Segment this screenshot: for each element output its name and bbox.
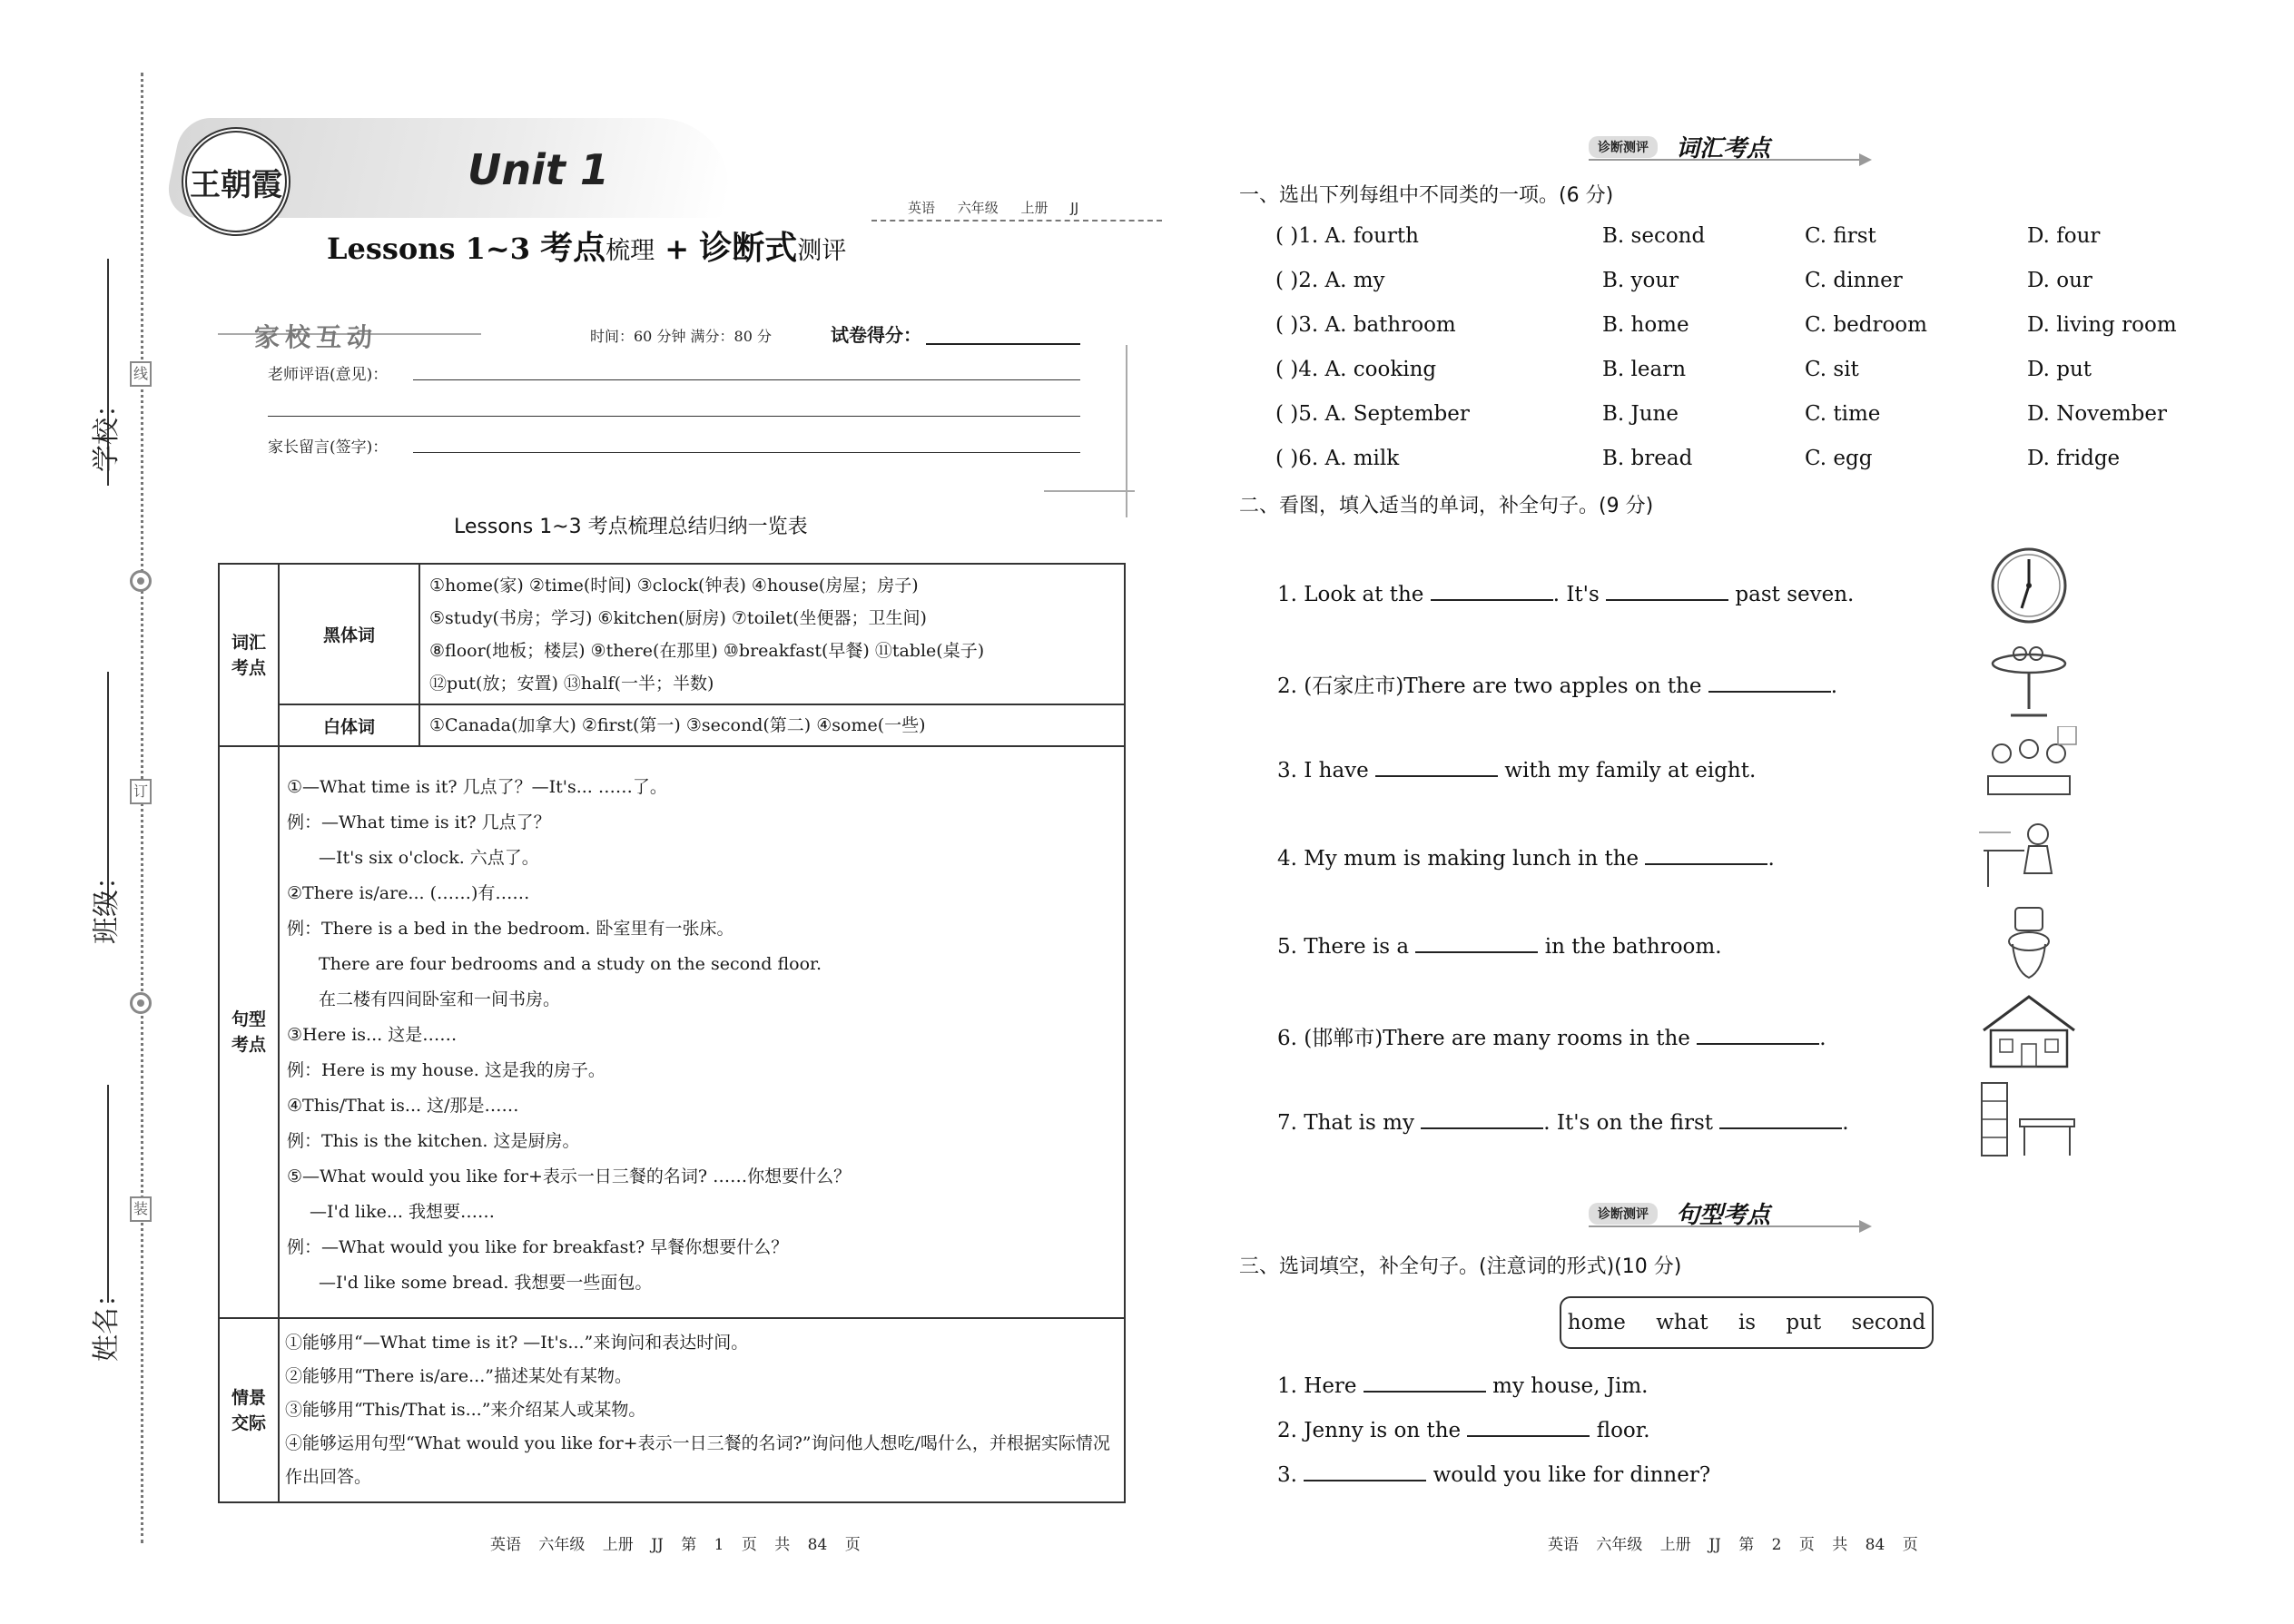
name-write-line — [107, 1085, 109, 1303]
lesson-title — [327, 222, 846, 269]
sentence-cell — [279, 746, 1125, 1318]
q1-option-b: B. June — [1602, 402, 1679, 426]
answer-blank[interactable] — [1697, 1025, 1819, 1045]
q3-sentence — [1277, 1462, 1710, 1487]
lesson-prefix: Lessons 1~3 — [327, 231, 530, 266]
q1-option-d: D. four — [2027, 224, 2101, 248]
sentence-line: —It's six o'clock. 六点了。 — [319, 847, 539, 868]
q2-sentence — [1277, 933, 1722, 959]
binding-dotted-line — [141, 73, 143, 1543]
answer-blank[interactable] — [1431, 581, 1553, 601]
q2-text: . — [1767, 847, 1775, 871]
q1-option-a: ( )4. A. cooking — [1275, 358, 1437, 381]
vocab-cat-2: 考点 — [231, 657, 266, 678]
q2-text: 3. I have — [1277, 759, 1376, 782]
q2-text: 6. (邯郸市)There are many rooms in the — [1277, 1027, 1698, 1050]
q2-sentence — [1277, 845, 1775, 871]
teacher-comment-line — [413, 379, 1080, 380]
q2-text: in the bathroom. — [1538, 935, 1722, 959]
comm-line: ①能够用“—What time is it? —It's...”来询问和表达时间。 — [285, 1333, 749, 1353]
q2-text: . — [1842, 1111, 1849, 1135]
q1-option-a: ( )6. A. milk — [1275, 447, 1400, 470]
vocab-cat-1: 词汇 — [231, 632, 266, 653]
q2-sentence — [1277, 1021, 1826, 1051]
q1-title: 一、选出下列每组中不同类的一项。(6 分) — [1239, 184, 1614, 207]
q3-title: 三、选词填空，补全句子。(注意词的形式)(10 分) — [1239, 1255, 1682, 1278]
vocab-category — [219, 564, 279, 746]
table-picture — [1974, 641, 2083, 723]
footer-left: 英语 六年级 上册 JJ 第 1 页 共 84 页 — [490, 1536, 861, 1554]
house-picture — [1974, 989, 2083, 1071]
bold-words-line: ⑤study(书房；学习) ⑥kitchen(厨房) ⑦toilet(坐便器；卫生间) — [429, 607, 927, 628]
bold-words-label: 黑体词 — [279, 564, 419, 704]
study-room-picture — [1974, 1078, 2083, 1160]
q2-text: . — [1819, 1027, 1826, 1050]
sentence-category — [219, 746, 279, 1318]
comm-cat-1: 情景 — [231, 1387, 266, 1408]
test-score-label: 试卷得分： — [831, 324, 921, 346]
q2-text: . — [1830, 674, 1838, 698]
q3-text: 2. Jenny is on the — [1277, 1419, 1468, 1442]
sentence-line: ⑤—What would you like for+表示一日三餐的名词? ……你想要什么？ — [287, 1166, 852, 1186]
answer-blank[interactable] — [1304, 1462, 1426, 1481]
section-badge: 诊断测评 — [1589, 1203, 1658, 1225]
answer-blank[interactable] — [1375, 757, 1498, 777]
q1-option-b: B. bread — [1602, 447, 1693, 470]
comm-line: ④能够运用句型“What would you like for+表示一日三餐的名词?”询问他人想吃/喝什么，并根据实际情况作出回答。 — [285, 1433, 1110, 1487]
bold-words-cell — [419, 564, 1125, 704]
home-school-label: 家校互动 — [254, 322, 379, 352]
q2-text: with my family at eight. — [1498, 759, 1757, 782]
q2-sentence — [1277, 757, 1756, 782]
sentence-line: —I'd like... 我想要…… — [310, 1201, 495, 1222]
q2-text: past seven. — [1728, 583, 1855, 606]
q1-option-d: D. November — [2027, 402, 2167, 426]
communication-cell — [279, 1318, 1125, 1502]
clock-picture — [1974, 545, 2083, 626]
parent-comment-label: 家长留言(签字)： — [268, 438, 389, 457]
q2-text: 2. (石家庄市)There are two apples on the — [1277, 674, 1708, 698]
section-name: 词汇考点 — [1676, 135, 1771, 162]
comm-cat-2: 交际 — [231, 1412, 266, 1433]
seal-char-xian: 线 — [130, 361, 152, 387]
sentence-line: 例：—What would you like for breakfast? 早餐你想要什么？ — [287, 1236, 789, 1257]
q1-option-d: D. put — [2027, 358, 2092, 381]
answer-blank[interactable] — [1467, 1417, 1590, 1437]
tag-dashed-line — [871, 220, 1162, 221]
sentence-line: —I'd like some bread. 我想要一些面包。 — [319, 1272, 653, 1293]
q3-text: floor. — [1590, 1419, 1650, 1442]
sentence-line: 例：Here is my house. 这是我的房子。 — [287, 1059, 605, 1080]
answer-blank[interactable] — [1708, 673, 1831, 693]
bold-words-line: ⑫put(放；安置) ⑬half(一半；半数) — [429, 673, 714, 694]
q2-title: 二、看图，填入适当的单词，补全句子。(9 分) — [1239, 495, 1654, 517]
comm-line: ②能够用“There is/are...”描述某处有某物。 — [285, 1366, 632, 1386]
q1-option-c: C. bedroom — [1805, 313, 1927, 337]
section-name: 句型考点 — [1676, 1202, 1771, 1229]
sentence-cat-1: 句型 — [231, 1009, 266, 1029]
sentence-line: 在二楼有四间卧室和一间书房。 — [319, 989, 561, 1009]
answer-blank[interactable] — [1415, 933, 1538, 953]
q1-option-c: C. dinner — [1805, 269, 1903, 292]
q2-text: . It's on the first — [1543, 1111, 1720, 1135]
sentence-line: ②There is/are... (……)有…… — [287, 882, 530, 903]
unit-title: Unit 1 — [468, 145, 609, 194]
sentence-line: ④This/That is... 这/那是…… — [287, 1095, 519, 1116]
section-arrow — [1589, 1225, 1870, 1227]
title-kaodian: 考点 — [540, 229, 606, 267]
summary-table — [218, 563, 1126, 1503]
q2-sentence — [1277, 669, 1837, 699]
comm-line: ③能够用“This/That is...”来介绍某人或某物。 — [285, 1400, 646, 1420]
q3-text: would you like for dinner? — [1426, 1463, 1711, 1487]
punch-hole — [130, 570, 152, 592]
q3-sentence — [1277, 1417, 1650, 1442]
q1-option-a: ( )1. A. fourth — [1275, 224, 1419, 248]
section-badge: 诊断测评 — [1589, 136, 1658, 158]
q1-option-c: C. sit — [1805, 358, 1859, 381]
class-label: 班级： — [91, 862, 123, 944]
footer-right: 英语 六年级 上册 JJ 第 2 页 共 84 页 — [1548, 1536, 1918, 1554]
title-shuli: 梳理 — [605, 237, 655, 265]
q2-text: 4. My mum is making lunch in the — [1277, 847, 1646, 871]
q1-option-c: C. time — [1805, 402, 1881, 426]
q2-text: 7. That is my — [1277, 1111, 1422, 1135]
white-words-label: 白体词 — [279, 704, 419, 746]
sentence-line: 例：—What time is it? 几点了？ — [287, 812, 551, 832]
section-arrow — [1589, 159, 1870, 161]
teacher-comment-label: 老师评语(意见)： — [268, 366, 389, 384]
comment-line-2 — [268, 416, 1080, 417]
q2-text: . It's — [1552, 583, 1607, 606]
q2-sentence — [1277, 1109, 1849, 1135]
publisher-logo: 王朝霞 — [182, 127, 290, 236]
q1-option-b: B. home — [1602, 313, 1689, 337]
q3-sentence — [1277, 1373, 1648, 1398]
q1-option-a: ( )3. A. bathroom — [1275, 313, 1456, 337]
q1-option-b: B. second — [1602, 224, 1706, 248]
answer-blank[interactable] — [1645, 845, 1767, 865]
sentence-line: ③Here is... 这是…… — [287, 1024, 458, 1045]
answer-blank[interactable] — [1606, 581, 1728, 601]
grade-tags: 英语 六年级 上册 JJ — [908, 200, 1079, 216]
q1-option-b: B. learn — [1602, 358, 1687, 381]
title-ceping: 测评 — [797, 237, 847, 265]
sentence-cat-2: 考点 — [231, 1035, 266, 1055]
q1-option-c: C. first — [1805, 224, 1876, 248]
name-label: 姓名： — [91, 1280, 123, 1362]
white-words-cell — [419, 704, 1125, 746]
sentence-line: 例：There is a bed in the bedroom. 卧室里有一张床。 — [287, 918, 734, 939]
sentence-line: There are four bedrooms and a study on the second floor. — [319, 953, 822, 974]
sentence-line: 例：This is the kitchen. 这是厨房。 — [287, 1130, 580, 1151]
white-words-line: ①Canada(加拿大) ②first(第一) ③second(第二) ④some(一些) — [429, 715, 926, 735]
title-zhenduanshi: 诊断式 — [699, 229, 798, 267]
punch-hole — [130, 992, 152, 1014]
q2-text: 1. Look at the — [1277, 583, 1431, 606]
q2-text: 5. There is a — [1277, 935, 1416, 959]
sentence-line: ①—What time is it? 几点了？—It's... ……了。 — [287, 776, 667, 797]
q1-option-d: D. our — [2027, 269, 2092, 292]
q1-option-d: D. fridge — [2027, 447, 2121, 470]
q3-text: 3. — [1277, 1463, 1305, 1487]
communication-category — [219, 1318, 279, 1502]
parent-comment-line — [413, 452, 1080, 453]
word-box: home what is put second — [1560, 1296, 1934, 1349]
q3-text: my house, Jim. — [1485, 1374, 1649, 1398]
q1-option-d: D. living room — [2027, 313, 2177, 337]
bold-words-line: ⑧floor(地板；楼层) ⑨there(在那里) ⑩breakfast(早餐) ⑪table(桌子) — [429, 640, 985, 661]
title-plus: + — [665, 231, 690, 266]
q1-option-a: ( )5. A. September — [1275, 402, 1470, 426]
bold-words-line: ①home(家) ②time(时间) ③clock(钟表) ④house(房屋；房子) — [429, 575, 919, 595]
q2-sentence — [1277, 581, 1854, 606]
summary-title: Lessons 1~3 考点梳理总结归纳一览表 — [454, 516, 808, 538]
answer-blank[interactable] — [1421, 1109, 1543, 1129]
q3-text: 1. Here — [1277, 1374, 1364, 1398]
answer-blank[interactable] — [1719, 1109, 1842, 1129]
seal-char-zhuang: 装 — [130, 1196, 152, 1222]
q1-option-c: C. egg — [1805, 447, 1873, 470]
school-label: 学校： — [91, 390, 123, 472]
kitchen-cooking-picture — [1974, 814, 2083, 896]
q1-option-a: ( )2. A. my — [1275, 269, 1385, 292]
decor-corner-h — [1044, 490, 1135, 492]
family-breakfast-picture — [1974, 726, 2083, 808]
time-score-info: 时间：60 分钟 满分：80 分 — [590, 328, 772, 345]
test-score-line — [926, 343, 1080, 345]
q1-option-b: B. your — [1602, 269, 1679, 292]
toilet-picture — [1974, 903, 2083, 985]
seal-char-ding: 订 — [130, 779, 152, 804]
answer-blank[interactable] — [1364, 1373, 1486, 1393]
